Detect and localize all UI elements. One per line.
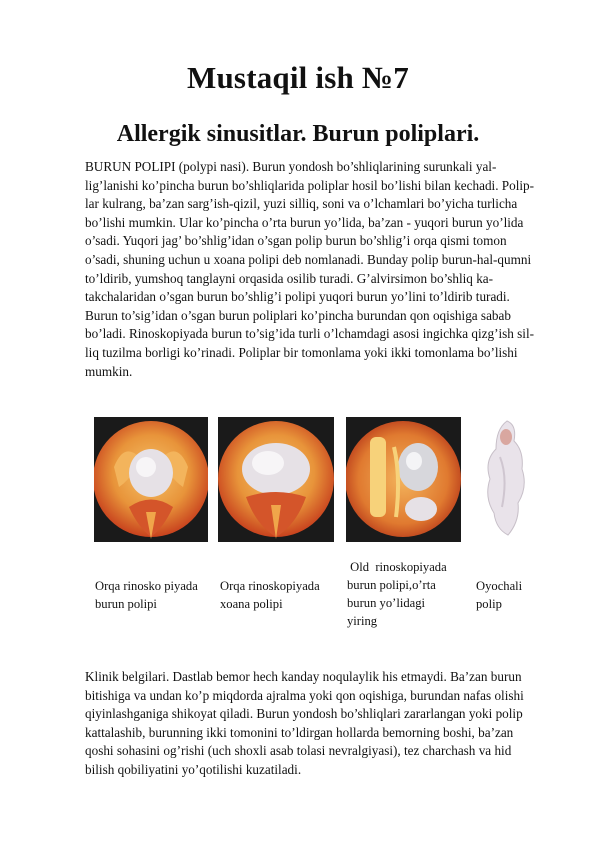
caption-line: burun polipi,o’rta (347, 578, 436, 592)
caption-line: burun polipi (95, 597, 157, 611)
caption-figure-2 (220, 577, 320, 613)
caption-line: Oyochali (476, 579, 523, 593)
choanal-polyp-illustration (218, 417, 334, 542)
figure-posterior-nasal-polyp (94, 417, 208, 542)
page-title: Mustaqil ish №7 (187, 60, 409, 95)
caption-line: yiring (347, 614, 378, 628)
paragraph-clinical-signs: Klinik belgilari. Dastlab bemor hech kanday noqulaylik his etmaydi. Ba’zan burun bitishiga va undan ko’p miqdorda ajralma yoki qon oqishiga, burundan nafas olishi qiyinlashganiga shikoyat qiladi. Burun yondosh bo’shliqlari zararlangan yoki polip kattalashib, burunning ikki tomonini to’ldirgan hollarda bemorning boshi, ba’zan qoshi sohasini og’rishi (uch shoxli asab tolasi nevralgiyasi), tez charchash va hid bilish qobiliyatini yo’qotilishi kuzatiladi. (85, 669, 524, 777)
posterior-polyp-illustration (94, 417, 208, 542)
pedunculated-polyp-illustration (472, 417, 542, 542)
caption-line: polip (476, 597, 502, 611)
caption-line: xoana polipi (220, 597, 283, 611)
caption-line: Old rinoskopiyada (347, 560, 447, 574)
caption-line: Orqa rinoskopiyada (220, 579, 320, 593)
caption-figure-3 (347, 558, 447, 630)
paragraph-intro: BURUN POLIPI (polypi nasi). Burun yondosh bo’shliqlarining surunkali yal-lig’lanishi ko’pincha burun bo’shliqlarida poliplar hosil bo’lishi bilan kechadi. Polip-lar kulrang, ba’zan sarg’ish-qizil, yuzi silliq, soni va o’lchamlari bo’yicha turlicha bo’lishi mumkin. Ular ko’pincha o’rta burun yo’lida, ba’zan - yuqori burun yo’lida o’sadi. Yuqori jag’ bo’shlig’idan o’sgan polip burun bo’shlig’i orqa qismi tomon o’sadi, shuning uchun u xoana polipi deb nomlanadi. Bunday polip burun-hal-qumni to’ldirib, yumshoq tanglayni orqasida osilib turadi. G’alvirsimon bo’shliq ka-takchalaridan o’sgan burun bo’shlig’i polipi yuqori burun yo’lini to’ldirib turadi. Burun to’sig’idan o’sgan burun poliplari ko’pincha burundan qon oqishiga sabab bo’ladi. Rinoskopiyada burun to’sig’ida turli o’lchamdagi asosi ingichka qizg’ish sil-liq tuzilma borligi ko’rinadi. Poliplar bir tomonlama yoki ikki tomonlama bo’lishi mumkin. (85, 159, 535, 379)
caption-figure-1 (95, 577, 198, 613)
caption-figure-4 (476, 577, 522, 613)
figure-pedunculated-polyp (472, 417, 542, 542)
caption-line: burun yo’lidagi (347, 596, 425, 610)
caption-line: Orqa rinosko piyada (95, 579, 198, 593)
figure-anterior-rhinoscopy (346, 417, 461, 542)
anterior-rhinoscopy-illustration (346, 417, 461, 542)
figure-choanal-polyp (218, 417, 334, 542)
page-subtitle: Allergik sinusitlar. Burun poliplari. (116, 121, 480, 147)
